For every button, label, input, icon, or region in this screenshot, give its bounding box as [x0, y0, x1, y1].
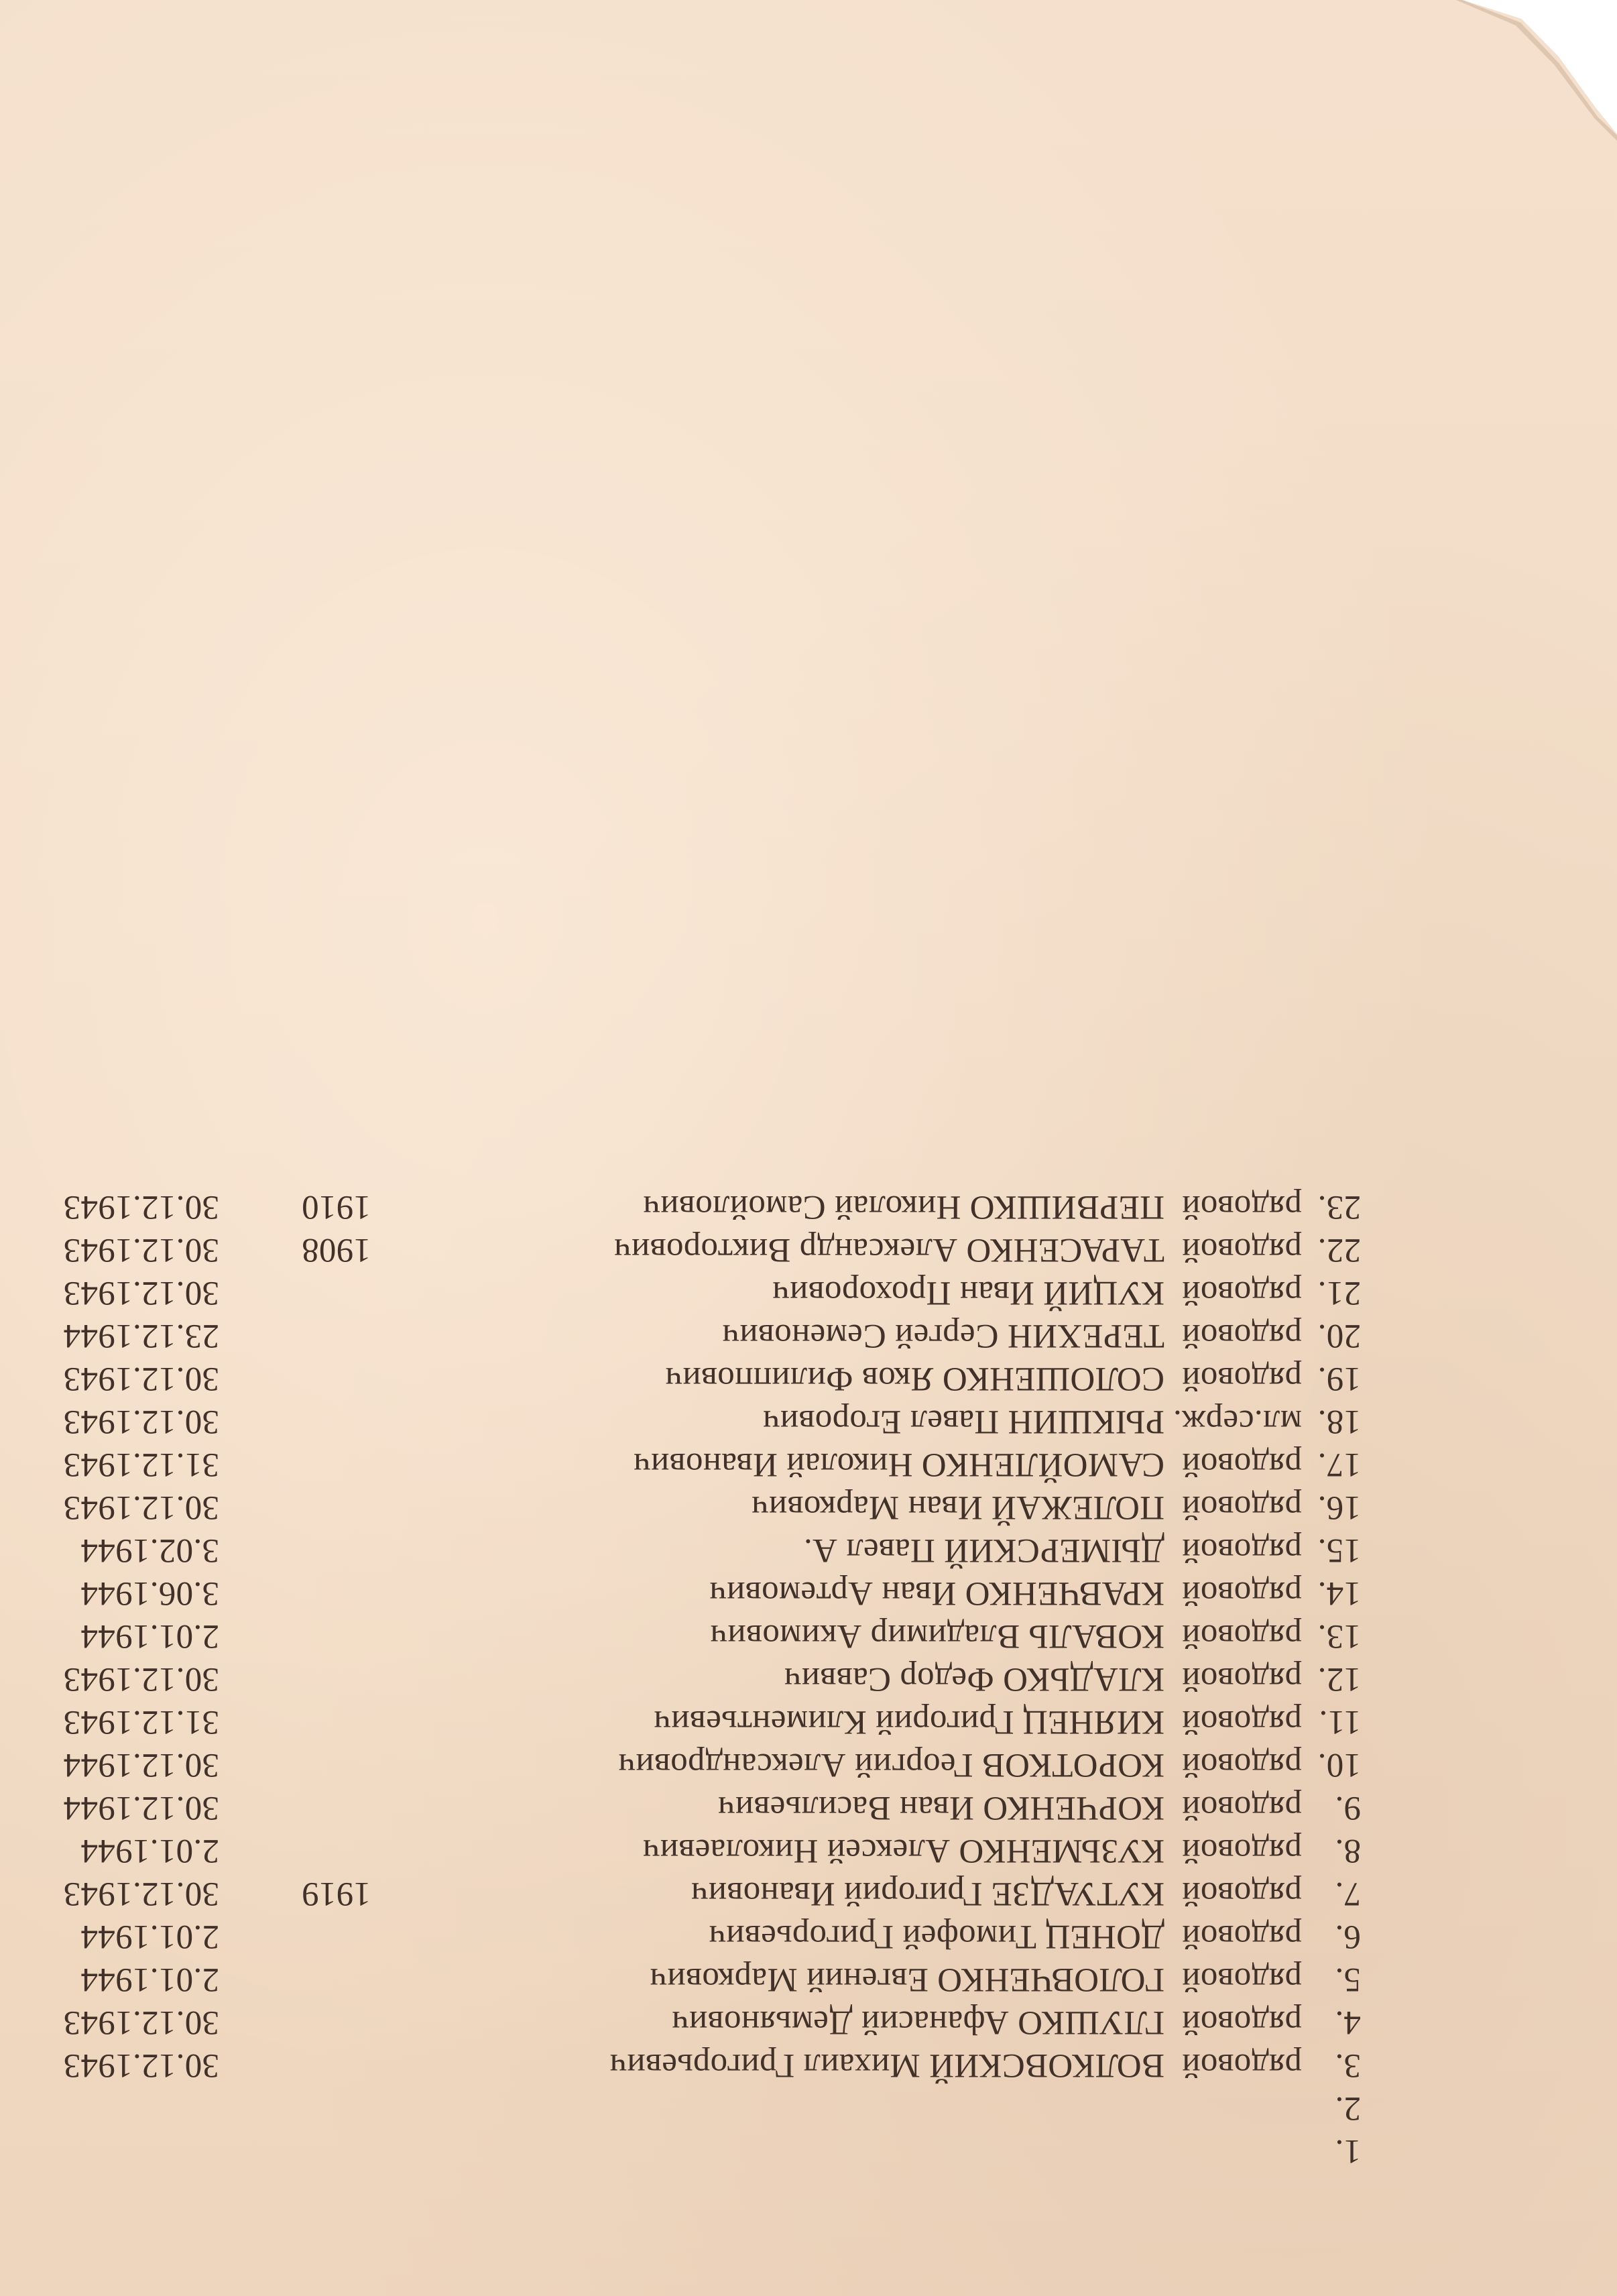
date: 31.12.1943	[63, 1446, 219, 1483]
date: 30.12.1943	[63, 1274, 219, 1312]
full-name: ВОЛКОВСКИЙ Михаил Григорьевич	[609, 2047, 1164, 2084]
rank: рядовой	[1181, 1875, 1302, 1912]
row-number: 3.	[1335, 2047, 1361, 2084]
list-row	[20, 1829, 1361, 1872]
rank: рядовой	[1181, 2047, 1302, 2084]
rank: рядовой	[1181, 1360, 1302, 1397]
birth-year: 1910	[301, 1188, 371, 1226]
full-name: ДОНЕЦ Тимофей Григорьевич	[709, 1918, 1164, 1955]
full-name: КУЗЬМЕНКО Алексей Николаевич	[642, 1832, 1164, 1870]
full-name: КОРЧЕНКО Иван Васильевич	[717, 1789, 1164, 1827]
rank: рядовой	[1181, 1617, 1302, 1655]
rank: рядовой	[1181, 1274, 1302, 1312]
rank: рядовой	[1181, 1188, 1302, 1226]
list-row	[20, 1872, 1361, 1915]
rank: рядовой	[1181, 1746, 1302, 1784]
list-row	[20, 2001, 1361, 2044]
full-name: ГЛУШКО Афанасий Демьянович	[671, 2004, 1164, 2041]
list-row	[20, 1357, 1361, 1400]
list-row	[20, 2130, 1361, 2173]
soldier-list	[20, 1186, 1361, 2173]
full-name: КЛАДЬКО Федор Саввич	[784, 1660, 1164, 1698]
full-name: ТАРАСЕНКО Александр Викторович	[613, 1231, 1164, 1269]
full-name: ПЕРВИШКО Николай Самойлович	[642, 1188, 1164, 1226]
row-number: 11.	[1319, 1703, 1361, 1741]
rank: рядовой	[1181, 1446, 1302, 1483]
rank: рядовой	[1181, 1317, 1302, 1355]
date: 30.12.1944	[63, 1746, 219, 1784]
date: 30.12.1943	[63, 1660, 219, 1698]
date: 30.12.1943	[63, 1489, 219, 1526]
row-number: 13.	[1317, 1617, 1361, 1655]
list-row	[20, 2087, 1361, 2130]
birth-year: 1919	[301, 1875, 371, 1912]
date: 2.01.1944	[80, 1832, 219, 1870]
full-name: КИЯНЕЦ Григорий Климентьевич	[653, 1703, 1164, 1741]
full-name: РЫКШИН Павел Егорович	[762, 1403, 1164, 1440]
list-row	[20, 1314, 1361, 1357]
rank: рядовой	[1181, 1789, 1302, 1827]
date: 2.01.1944	[80, 1918, 219, 1955]
list-row	[20, 1958, 1361, 2001]
full-name: САМОЙЛЕНКО Николай Иванович	[633, 1446, 1164, 1483]
row-number: 20.	[1317, 1317, 1361, 1355]
list-row	[20, 1529, 1361, 1572]
row-number: 15.	[1317, 1532, 1361, 1569]
row-number: 1.	[1335, 2132, 1361, 2170]
row-number: 14.	[1317, 1574, 1361, 1612]
row-number: 18.	[1317, 1403, 1361, 1440]
list-row	[20, 1228, 1361, 1271]
date: 30.12.1943	[63, 2047, 219, 2084]
row-number: 2.	[1335, 2089, 1361, 2127]
rank: рядовой	[1181, 1832, 1302, 1870]
row-number: 17.	[1317, 1446, 1361, 1483]
full-name: КУЦИЙ Иван Прохорович	[772, 1274, 1164, 1312]
row-number: 21.	[1317, 1274, 1361, 1312]
list-row	[20, 2044, 1361, 2087]
date: 2.01.1944	[80, 1617, 219, 1655]
row-number: 16.	[1317, 1489, 1361, 1526]
rank: рядовой	[1181, 1532, 1302, 1569]
full-name: КУТУАДЗЕ Григорий Иванович	[691, 1875, 1164, 1912]
list-row	[20, 1572, 1361, 1615]
row-number: 4.	[1335, 2004, 1361, 2041]
date: 23.12.1944	[63, 1317, 219, 1355]
list-row	[20, 1400, 1361, 1443]
list-row	[20, 1743, 1361, 1786]
rank: мл.серж.	[1173, 1403, 1302, 1440]
rank: рядовой	[1181, 1574, 1302, 1612]
row-number: 8.	[1335, 1832, 1361, 1870]
full-name: КРАВЧЕНКО Иван Артемович	[709, 1574, 1164, 1612]
rank: рядовой	[1181, 1918, 1302, 1955]
row-number: 5.	[1335, 1961, 1361, 1998]
rank: рядовой	[1181, 1660, 1302, 1698]
full-name: ТЕРЕХИН Сергей Семенович	[722, 1317, 1164, 1355]
rank: рядовой	[1181, 1961, 1302, 1998]
row-number: 6.	[1335, 1918, 1361, 1955]
rank: рядовой	[1181, 1489, 1302, 1526]
full-name: КОРОТКОВ Георгий Александрович	[618, 1746, 1164, 1784]
rank: рядовой	[1181, 2004, 1302, 2041]
date: 30.12.1943	[63, 1188, 219, 1226]
date: 3.02.1944	[80, 1532, 219, 1569]
row-number: 9.	[1335, 1789, 1361, 1827]
list-row	[20, 1271, 1361, 1314]
row-number: 7.	[1335, 1875, 1361, 1912]
full-name: СОЛОШЕНКО Яков Филиппович	[665, 1360, 1164, 1397]
full-name: КОВАЛЬ Владимир Акимович	[710, 1617, 1164, 1655]
row-number: 10.	[1317, 1746, 1361, 1784]
date: 30.12.1944	[63, 1789, 219, 1827]
date: 30.12.1943	[63, 1875, 219, 1912]
full-name: ПОЛЕЖАЙ Иван Маркович	[751, 1489, 1164, 1526]
list-row	[20, 1443, 1361, 1486]
birth-year: 1908	[301, 1231, 371, 1269]
row-number: 22.	[1317, 1231, 1361, 1269]
date: 30.12.1943	[63, 1403, 219, 1440]
date: 3.06.1944	[80, 1574, 219, 1612]
date: 2.01.1944	[80, 1961, 219, 1998]
rank: рядовой	[1181, 1231, 1302, 1269]
row-number: 23.	[1317, 1188, 1361, 1226]
list-row	[20, 1701, 1361, 1743]
list-row	[20, 1658, 1361, 1701]
full-name: ДЫМЕРСКИЙ Павел А.	[803, 1532, 1164, 1569]
row-number: 19.	[1317, 1360, 1361, 1397]
list-row	[20, 1786, 1361, 1829]
date: 31.12.1943	[63, 1703, 219, 1741]
list-row	[20, 1915, 1361, 1958]
date: 30.12.1943	[63, 1231, 219, 1269]
row-number: 12.	[1317, 1660, 1361, 1698]
list-row	[20, 1186, 1361, 1228]
date: 30.12.1943	[63, 2004, 219, 2041]
list-row	[20, 1615, 1361, 1658]
date: 30.12.1943	[63, 1360, 219, 1397]
rank: рядовой	[1181, 1703, 1302, 1741]
list-row	[20, 1486, 1361, 1529]
full-name: ГОЛОВЧЕНКО Евгений Маркович	[650, 1961, 1164, 1998]
